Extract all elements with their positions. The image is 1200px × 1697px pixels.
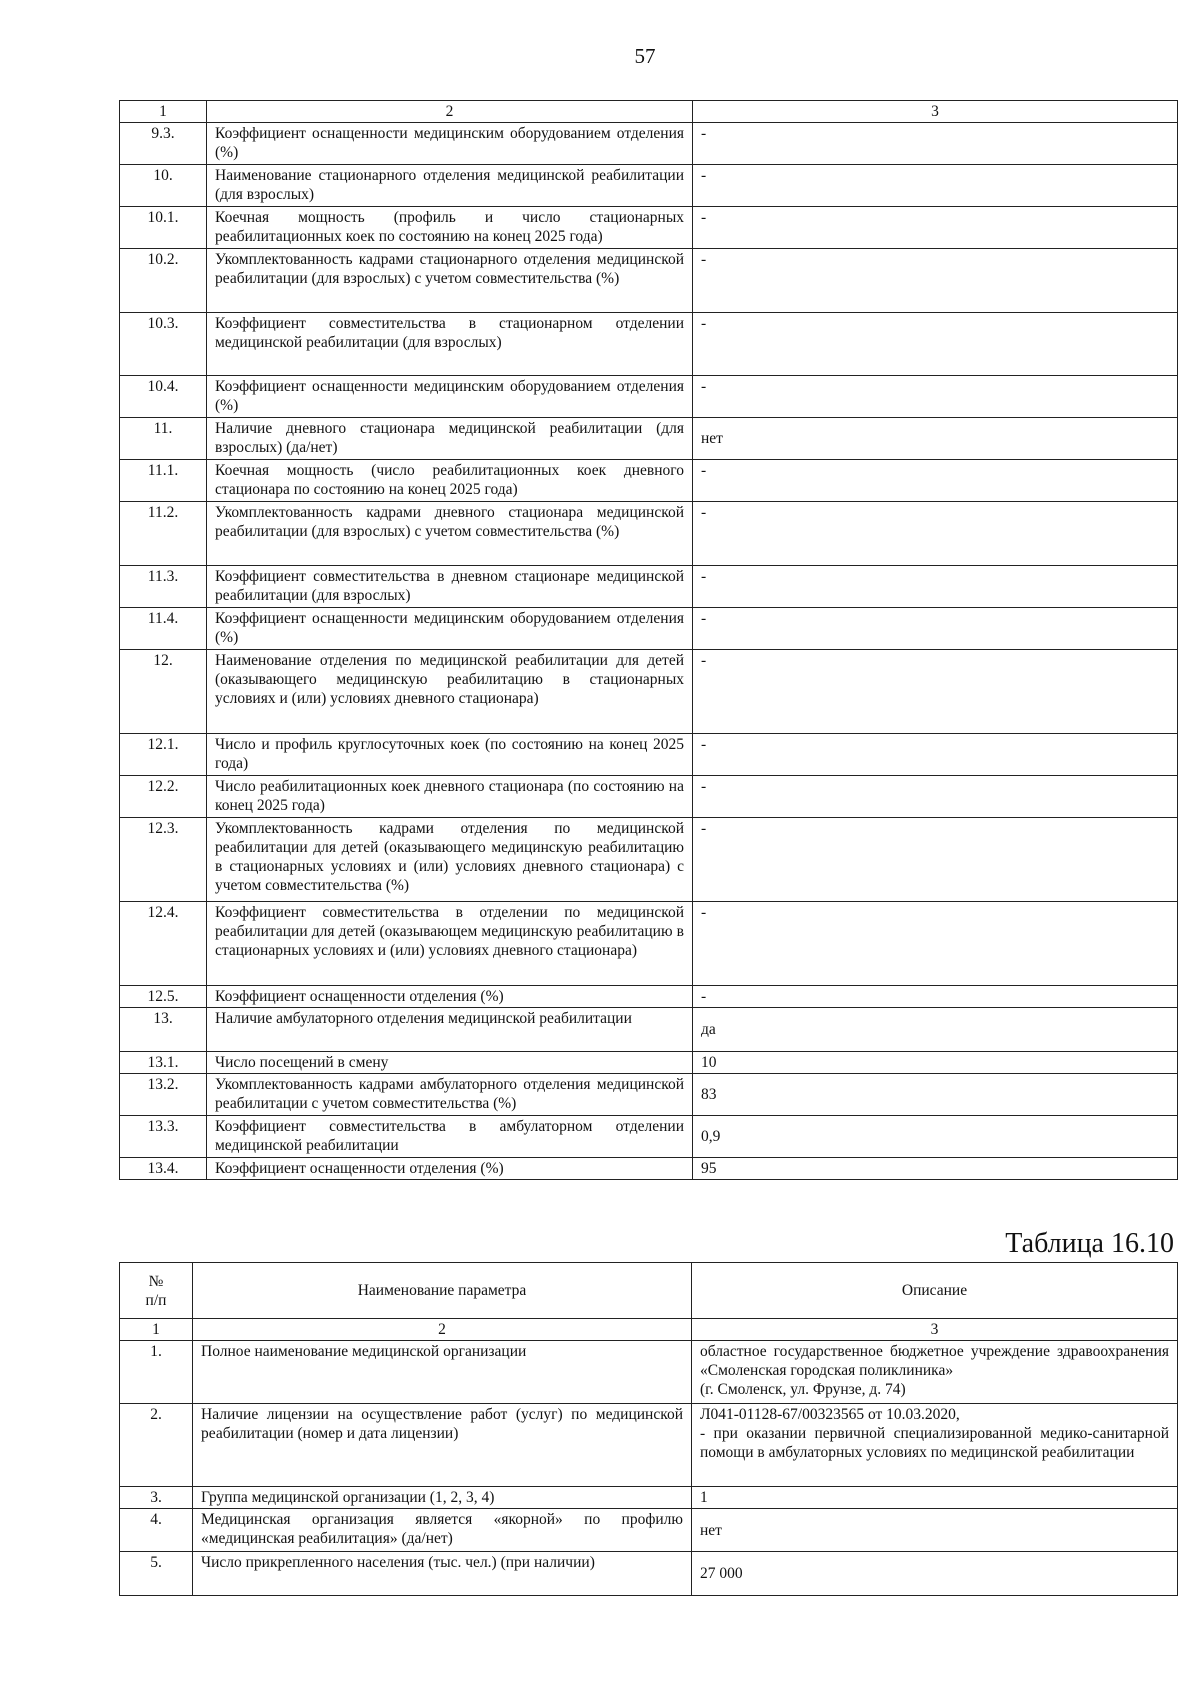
table-row xyxy=(120,1509,1178,1552)
parameter-name: Группа медицинской организации (1, 2, 3, 4) xyxy=(193,1487,692,1509)
column-index-row xyxy=(120,1319,1178,1341)
parameter-value: - xyxy=(693,207,1178,249)
column-header-number: № п/п xyxy=(120,1263,193,1319)
table-row xyxy=(120,734,1178,776)
row-number: 13. xyxy=(120,1008,207,1052)
parameter-name: Коэффициент совместительства в дневном стационаре медицинской реабилитации (для взрослых) xyxy=(207,566,693,608)
parameter-value: - xyxy=(693,986,1178,1008)
row-number: 10.4. xyxy=(120,376,207,418)
table-row xyxy=(120,902,1178,986)
table-row xyxy=(120,1404,1178,1487)
parameter-name: Укомплектованность кадрами отделения по медицинской реабилитации для детей (оказывающего медицинскую реабилитацию в стационарных условиях и (или) условиях дневного стационара) с учетом совместительства (%) xyxy=(207,818,693,902)
parameter-name: Коэффициент оснащенности медицинским оборудованием отделения (%) xyxy=(207,376,693,418)
parameter-value: - xyxy=(693,734,1178,776)
table-row xyxy=(120,249,1178,313)
parameter-name: Укомплектованность кадрами дневного стационара медицинской реабилитации (для взрослых) с учетом совместительства (%) xyxy=(207,502,693,566)
row-number: 3. xyxy=(120,1487,193,1509)
table-row xyxy=(120,608,1178,650)
parameter-name: Полное наименование медицинской организации xyxy=(193,1341,692,1404)
parameter-name: Коэффициент совместительства в амбулаторном отделении медицинской реабилитации xyxy=(207,1116,693,1158)
parameter-name: Коэффициент оснащенности медицинским оборудованием отделения (%) xyxy=(207,608,693,650)
parameter-name: Медицинская организация является «якорной» по профилю «медицинская реабилитация» (да/нет) xyxy=(193,1509,692,1552)
table-row xyxy=(120,1116,1178,1158)
parameter-name: Число и профиль круглосуточных коек (по состоянию на конец 2025 года) xyxy=(207,734,693,776)
column-index: 1 xyxy=(120,101,207,123)
row-number: 10. xyxy=(120,165,207,207)
parameter-value: 1 xyxy=(692,1487,1178,1509)
table-row xyxy=(120,460,1178,502)
row-number: 13.3. xyxy=(120,1116,207,1158)
organization-table xyxy=(119,1262,1178,1596)
parameter-name: Наличие дневного стационара медицинской реабилитации (для взрослых) (да/нет) xyxy=(207,418,693,460)
table-row xyxy=(120,818,1178,902)
column-index: 1 xyxy=(120,1319,193,1341)
table-row xyxy=(120,376,1178,418)
parameter-name: Наименование стационарного отделения медицинской реабилитации (для взрослых) xyxy=(207,165,693,207)
column-index-row xyxy=(120,101,1178,123)
parameter-value: - xyxy=(693,608,1178,650)
parameter-value: 10 xyxy=(693,1052,1178,1074)
row-number: 10.1. xyxy=(120,207,207,249)
parameter-value: - xyxy=(693,165,1178,207)
parameter-value: да xyxy=(693,1008,1178,1052)
column-index: 2 xyxy=(207,101,693,123)
parameter-name: Число прикрепленного населения (тыс. чел.) (при наличии) xyxy=(193,1552,692,1596)
parameter-name: Число реабилитационных коек дневного стационара (по состоянию на конец 2025 года) xyxy=(207,776,693,818)
table-row xyxy=(120,1158,1178,1180)
row-number: 5. xyxy=(120,1552,193,1596)
column-header-name: Наименование параметра xyxy=(193,1263,692,1319)
table-row xyxy=(120,1487,1178,1509)
table-caption: Таблица 16.10 xyxy=(1005,1228,1174,1259)
parameter-value: областное государственное бюджетное учреждение здравоохранения «Смоленская городская поликлиника» (г. Смоленск, ул. Фрунзе, д. 74) xyxy=(692,1341,1178,1404)
row-number: 10.2. xyxy=(120,249,207,313)
parameter-value: 83 xyxy=(693,1074,1178,1116)
row-number: 2. xyxy=(120,1404,193,1487)
table-row xyxy=(120,1074,1178,1116)
row-number: 13.1. xyxy=(120,1052,207,1074)
parameter-name: Наличие амбулаторного отделения медицинской реабилитации xyxy=(207,1008,693,1052)
parameter-name: Укомплектованность кадрами стационарного отделения медицинской реабилитации (для взрослых) с учетом совместительства (%) xyxy=(207,249,693,313)
parameter-name: Наличие лицензии на осуществление работ (услуг) по медицинской реабилитации (номер и дата лицензии) xyxy=(193,1404,692,1487)
parameter-name: Коэффициент оснащенности отделения (%) xyxy=(207,986,693,1008)
parameter-value: - xyxy=(693,902,1178,986)
row-number: 11.2. xyxy=(120,502,207,566)
table-row xyxy=(120,502,1178,566)
table-row xyxy=(120,123,1178,165)
parameter-name: Коечная мощность (профиль и число стационарных реабилитационных коек по состоянию на конец 2025 года) xyxy=(207,207,693,249)
column-index: 3 xyxy=(693,101,1178,123)
table-row xyxy=(120,650,1178,734)
parameter-name: Наименование отделения по медицинской реабилитации для детей (оказывающего медицинскую реабилитацию в стационарных условиях и (или) условиях дневного стационара) xyxy=(207,650,693,734)
parameter-value: 27 000 xyxy=(692,1552,1178,1596)
parameter-value: - xyxy=(693,776,1178,818)
row-number: 12.4. xyxy=(120,902,207,986)
table-row xyxy=(120,418,1178,460)
row-number: 12. xyxy=(120,650,207,734)
row-number: 10.3. xyxy=(120,313,207,376)
parameter-value: - xyxy=(693,566,1178,608)
parameter-name: Коэффициент совместительства в отделении по медицинской реабилитации для детей (оказывающем медицинскую реабилитацию в стационарных условиях и (или) условиях дневного стационара) xyxy=(207,902,693,986)
table-row xyxy=(120,1552,1178,1596)
row-number: 12.2. xyxy=(120,776,207,818)
row-number: 13.4. xyxy=(120,1158,207,1180)
parameter-value: - xyxy=(693,460,1178,502)
table-header-row xyxy=(120,1263,1178,1319)
table-row xyxy=(120,165,1178,207)
parameter-value: Л041-01128-67/00323565 от 10.03.2020, - при оказании первичной специализированной медико-санитарной помощи в амбулаторных условиях по медицинской реабилитации xyxy=(692,1404,1178,1487)
table-row xyxy=(120,776,1178,818)
parameter-value: 95 xyxy=(693,1158,1178,1180)
parameter-name: Коэффициент совместительства в стационарном отделении медицинской реабилитации (для взрослых) xyxy=(207,313,693,376)
parameter-name: Коэффициент оснащенности медицинским оборудованием отделения (%) xyxy=(207,123,693,165)
row-number: 4. xyxy=(120,1509,193,1552)
column-header-description: Описание xyxy=(692,1263,1178,1319)
parameter-value: - xyxy=(693,818,1178,902)
parameter-value: - xyxy=(693,313,1178,376)
row-number: 12.1. xyxy=(120,734,207,776)
parameter-value: нет xyxy=(693,418,1178,460)
row-number: 1. xyxy=(120,1341,193,1404)
parameter-value: - xyxy=(693,502,1178,566)
row-number: 11.1. xyxy=(120,460,207,502)
parameter-value: - xyxy=(693,376,1178,418)
table-row xyxy=(120,313,1178,376)
parameter-value: - xyxy=(693,123,1178,165)
table-row xyxy=(120,1341,1178,1404)
row-number: 11.3. xyxy=(120,566,207,608)
parameter-value: - xyxy=(693,650,1178,734)
parameter-name: Укомплектованность кадрами амбулаторного отделения медицинской реабилитации с учетом совместительства (%) xyxy=(207,1074,693,1116)
row-number: 11. xyxy=(120,418,207,460)
row-number: 12.5. xyxy=(120,986,207,1008)
parameter-name: Коечная мощность (число реабилитационных коек дневного стационара по состоянию на конец 2025 года) xyxy=(207,460,693,502)
row-number: 9.3. xyxy=(120,123,207,165)
table-row xyxy=(120,986,1178,1008)
row-number: 11.4. xyxy=(120,608,207,650)
row-number: 13.2. xyxy=(120,1074,207,1116)
parameter-name: Число посещений в смену xyxy=(207,1052,693,1074)
column-index: 3 xyxy=(692,1319,1178,1341)
table-row xyxy=(120,566,1178,608)
parameter-value: - xyxy=(693,249,1178,313)
row-number: 12.3. xyxy=(120,818,207,902)
column-index: 2 xyxy=(193,1319,692,1341)
page-number: 57 xyxy=(634,44,656,68)
table-row xyxy=(120,1008,1178,1052)
parameters-table-continued xyxy=(119,100,1178,1180)
parameter-value: нет xyxy=(692,1509,1178,1552)
parameter-name: Коэффициент оснащенности отделения (%) xyxy=(207,1158,693,1180)
parameter-value: 0,9 xyxy=(693,1116,1178,1158)
table-row xyxy=(120,1052,1178,1074)
table-row xyxy=(120,207,1178,249)
